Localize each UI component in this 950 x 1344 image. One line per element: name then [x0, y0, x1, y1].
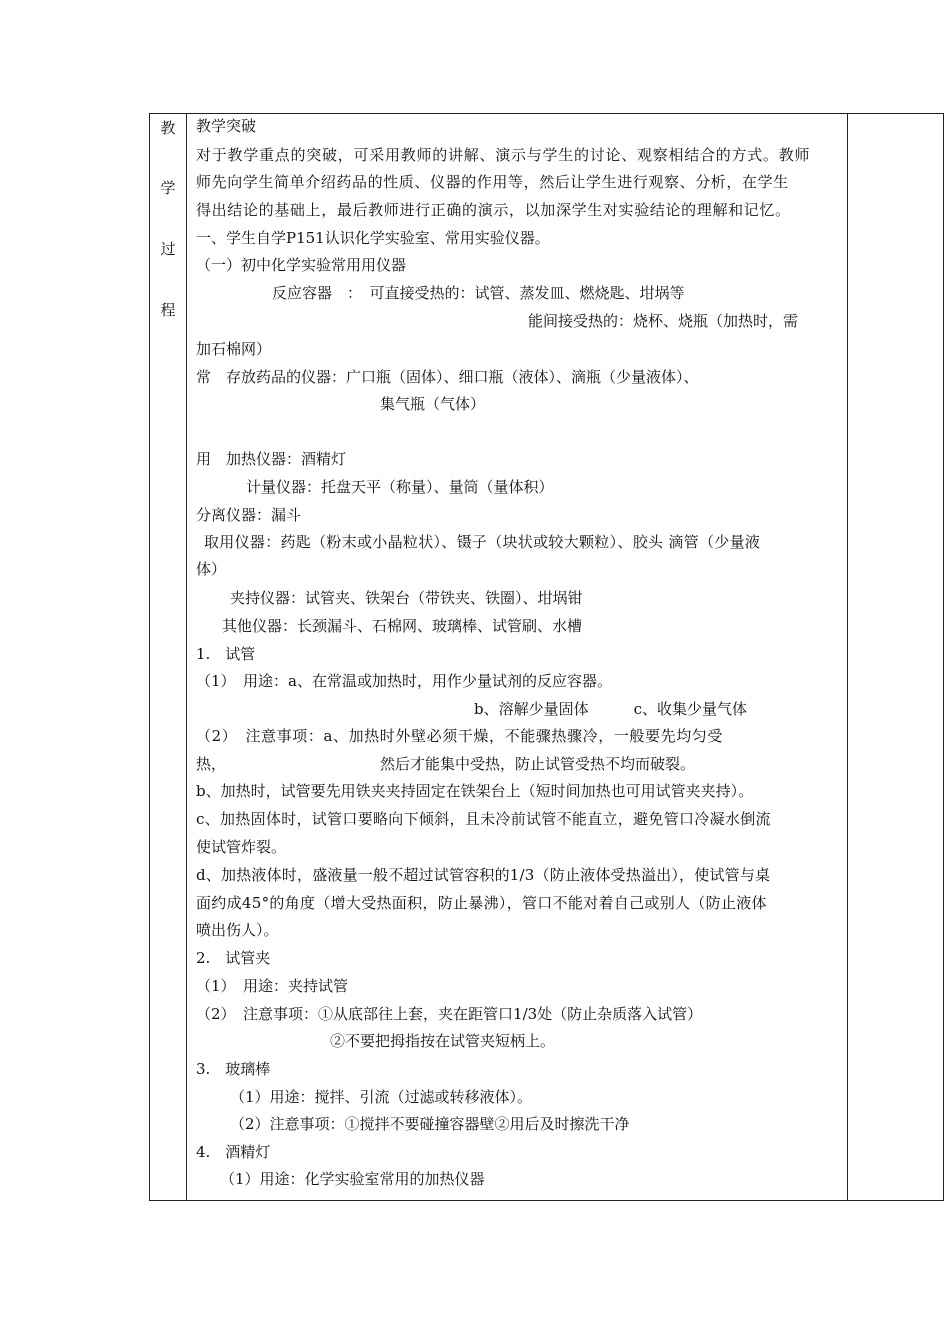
content-line: （1）用途：搅拌、引流（过滤或转移液体）。 — [230, 1088, 533, 1106]
content-line: 1. 试管 — [196, 645, 256, 663]
content-line: 喷出伤人）。 — [196, 921, 279, 939]
content-line: 其他仪器：长颈漏斗、石棉网、玻璃棒、试管刷、水槽 — [222, 617, 583, 635]
content-line: 热， — [196, 755, 227, 773]
content-line: 3. 玻璃棒 — [196, 1060, 271, 1078]
content-line: 加石棉网） — [196, 340, 272, 358]
content-line: c、加热固体时，试管口要略向下倾斜，且未冷前试管不能直立，避免管口冷凝水倒流 — [196, 810, 771, 828]
content-line: 用 加热仪器：酒精灯 — [196, 450, 347, 468]
section-label-char: 过 — [160, 240, 176, 258]
content-line: 集气瓶（气体） — [380, 395, 486, 413]
content-line: 2. 试管夹 — [196, 949, 271, 967]
content-line: （2） 注意事项：①从底部往上套，夹在距管口1/3处（防止杂质落入试管） — [196, 1005, 703, 1023]
content-line: 计量仪器：托盘天平（称量）、量筒（量体积） — [246, 478, 554, 496]
lesson-table — [149, 113, 944, 1201]
content-line: （1） 用途：a、在常温或加热时，用作少量试剂的反应容器。 — [196, 672, 612, 690]
content-line: 面约成45°的角度（增大受热面积，防止暴沸），管口不能对着自己或别人（防止液体 — [196, 894, 767, 912]
content-line: 4. 酒精灯 — [196, 1143, 271, 1161]
content-line: （2）注意事项：①搅拌不要碰撞容器壁②用后及时擦洗干净 — [230, 1115, 630, 1133]
content-line: （2） 注意事项：a、加热时外壁必须干燥，不能骤热骤冷，一般要先均匀受 — [196, 727, 723, 745]
section-label-char: 学 — [160, 179, 176, 197]
section-label-char: 程 — [160, 301, 176, 319]
content-line: 分离仪器：漏斗 — [196, 506, 302, 524]
content-line: b、溶解少量固体 c、收集少量气体 — [474, 700, 748, 718]
content-line: 然后才能集中受热，防止试管受热不均而破裂。 — [380, 755, 696, 773]
content-line: d、加热液体时，盛液量一般不超过试管容积的1/3（防止液体受热溢出），使试管与桌 — [196, 866, 771, 884]
content-line: 反应容器 ： 可直接受热的：试管、蒸发皿、燃烧匙、坩埚等 — [272, 284, 685, 302]
content-line: （1） 用途：夹持试管 — [196, 977, 349, 995]
column-divider-left — [186, 114, 187, 1200]
content-line: ②不要把拇指按在试管夹短柄上。 — [330, 1032, 556, 1050]
content-line: 得出结论的基础上，最后教师进行正确的演示，以加深学生对实验结论的理解和记忆。 — [196, 201, 791, 219]
content-line: 夹持仪器：试管夹、铁架台（带铁夹、铁圈）、坩埚钳 — [230, 589, 583, 607]
content-line: 教学突破 — [196, 117, 257, 135]
content-line: （1）用途：化学实验室常用的加热仪器 — [220, 1170, 485, 1188]
content-line: 使试管炸裂。 — [196, 838, 287, 856]
content-line: 一、学生自学P151认识化学实验室、常用实验仪器。 — [196, 229, 550, 247]
content-line: 取用仪器：药匙（粉末或小晶粒状）、镊子（块状或较大颗粒）、胶头 滴管（少量液 — [204, 533, 761, 551]
content-line: 常 存放药品的仪器：广口瓶（固体）、细口瓶（液体）、滴瓶（少量液体）、 — [196, 368, 699, 386]
content-line: （一）初中化学实验常用用仪器 — [196, 256, 407, 274]
content-line: 能间接受热的：烧杯、烧瓶（加热时，需 — [528, 312, 799, 330]
content-line: 体） — [196, 560, 227, 578]
content-line: 师先向学生简单介绍药品的性质、仪器的作用等，然后让学生进行观察、分析，在学生 — [196, 173, 789, 191]
content-line: 对于教学重点的突破，可采用教师的讲解、演示与学生的讨论、观察相结合的方式。教师 — [196, 146, 811, 164]
column-divider-right — [847, 114, 848, 1200]
content-line: b、加热时，试管要先用铁夹夹持固定在铁架台上（短时间加热也可用试管夹夹持）。 — [196, 782, 754, 800]
section-label-char: 教 — [160, 119, 176, 137]
